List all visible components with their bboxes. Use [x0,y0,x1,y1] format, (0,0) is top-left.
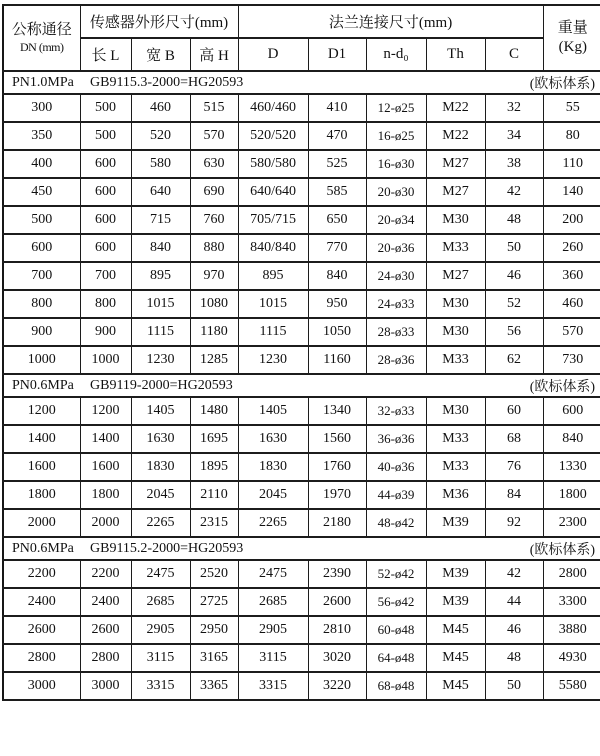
table-cell: 515 [190,94,238,122]
table-cell: 1480 [190,397,238,425]
section-pressure-rating: PN1.0MPa [12,74,74,90]
header-width-b: 宽 B [131,38,190,71]
table-cell: M36 [426,481,485,509]
section-header-cell [3,71,600,94]
table-cell: 3220 [308,672,366,700]
table-cell: 500 [80,122,131,150]
table-cell: 1050 [308,318,366,346]
table-cell: 42 [485,560,543,588]
table-cell: M33 [426,346,485,374]
table-cell: 520 [131,122,190,150]
table-cell: 895 [238,262,308,290]
section-standard-code: GB9119-2000=HG20593 [90,377,233,393]
table-body [3,71,600,700]
table-cell: 56 [485,318,543,346]
table-cell: 2400 [80,588,131,616]
table-cell: 840 [308,262,366,290]
table-cell: 2685 [131,588,190,616]
table-cell: 1800 [3,481,80,509]
table-cell: M27 [426,262,485,290]
table-cell: 600 [543,397,600,425]
table-row [3,453,600,481]
table-cell: 1600 [3,453,80,481]
table-cell: 32-ø33 [366,397,426,425]
table-row [3,178,600,206]
table-cell: 3165 [190,644,238,672]
table-cell: M45 [426,616,485,644]
table-cell: 55 [543,94,600,122]
section-pressure-rating: PN0.6MPa [12,377,74,393]
table-cell: 3315 [131,672,190,700]
section-header-row [3,71,600,94]
table-cell: 1560 [308,425,366,453]
table-cell: 2800 [543,560,600,588]
table-cell: 1340 [308,397,366,425]
table-cell: 20-ø36 [366,234,426,262]
table-cell: 1000 [3,346,80,374]
section-header-cell [3,374,600,397]
table-cell: 585 [308,178,366,206]
table-cell: 600 [80,206,131,234]
table-cell: 32 [485,94,543,122]
table-cell: 4930 [543,644,600,672]
table-cell: 500 [80,94,131,122]
table-cell: 140 [543,178,600,206]
table-row [3,560,600,588]
table-cell: 16-ø25 [366,122,426,150]
table-cell: 68 [485,425,543,453]
table-cell: 1200 [80,397,131,425]
table-cell: 52-ø42 [366,560,426,588]
table-cell: 2045 [238,481,308,509]
table-row [3,290,600,318]
table-cell: 1400 [80,425,131,453]
table-cell: 840 [543,425,600,453]
table-row [3,206,600,234]
table-cell: 84 [485,481,543,509]
table-cell: 1760 [308,453,366,481]
table-cell: 2520 [190,560,238,588]
table-cell: 42 [485,178,543,206]
table-cell: 92 [485,509,543,537]
table-cell: 2600 [3,616,80,644]
table-cell: 62 [485,346,543,374]
table-cell: 2200 [3,560,80,588]
table-cell: 2400 [3,588,80,616]
table-cell: 1630 [131,425,190,453]
table-cell: 20-ø34 [366,206,426,234]
table-cell: 1000 [80,346,131,374]
table-cell: 2315 [190,509,238,537]
table-cell: 46 [485,616,543,644]
table-cell: 48 [485,644,543,672]
header-nominal-diameter [3,5,80,71]
table-cell: 48-ø42 [366,509,426,537]
table-cell: 1200 [3,397,80,425]
table-row [3,94,600,122]
table-cell: 3020 [308,644,366,672]
table-cell: 68-ø48 [366,672,426,700]
table-row [3,318,600,346]
table-cell: 1180 [190,318,238,346]
table-cell: 1115 [238,318,308,346]
table-cell: 600 [80,234,131,262]
table-cell: 2045 [131,481,190,509]
header-nominal-diameter-cn: 公称通径 [11,22,72,39]
table-cell: 2000 [3,509,80,537]
table-cell: 24-ø33 [366,290,426,318]
header-c: C [485,38,543,71]
table-cell: 2110 [190,481,238,509]
table-cell: 48 [485,206,543,234]
table-cell: 1970 [308,481,366,509]
header-d1: D1 [308,38,366,71]
table-cell: 2000 [80,509,131,537]
table-cell: 3880 [543,616,600,644]
table-cell: M33 [426,453,485,481]
table-cell: 460 [543,290,600,318]
table-cell: 840/840 [238,234,308,262]
table-cell: 2800 [3,644,80,672]
header-row-columns [3,38,600,71]
header-n-d0: n-d₀ [366,38,426,71]
table-cell: 2950 [190,616,238,644]
table-cell: 2810 [308,616,366,644]
table-cell: 28-ø33 [366,318,426,346]
table-cell: 600 [3,234,80,262]
table-cell: 360 [543,262,600,290]
table-cell: M27 [426,178,485,206]
table-cell: 2905 [131,616,190,644]
table-cell: 2390 [308,560,366,588]
table-cell: 260 [543,234,600,262]
table-cell: M33 [426,234,485,262]
table-cell: 2265 [238,509,308,537]
table-cell: 1405 [238,397,308,425]
table-cell: 700 [80,262,131,290]
table-row [3,346,600,374]
table-cell: 80 [543,122,600,150]
table-cell: 34 [485,122,543,150]
table-cell: 1230 [238,346,308,374]
table-cell: 3000 [80,672,131,700]
table-cell: 460 [131,94,190,122]
section-header-cell [3,537,600,560]
table-row [3,425,600,453]
table-cell: M30 [426,318,485,346]
table-cell: 40-ø36 [366,453,426,481]
table-cell: 350 [3,122,80,150]
table-cell: 500 [3,206,80,234]
table-row [3,588,600,616]
table-cell: 470 [308,122,366,150]
table-cell: 570 [190,122,238,150]
section-pressure-rating: PN0.6MPa [12,540,74,556]
header-length-l: 长 L [80,38,131,71]
table-cell: 2200 [80,560,131,588]
table-cell: 2180 [308,509,366,537]
table-cell: M30 [426,206,485,234]
table-cell: 3300 [543,588,600,616]
table-cell: M39 [426,509,485,537]
table-cell: 600 [80,178,131,206]
section-standard-code: GB9115.3-2000=HG20593 [90,74,244,90]
table-cell: 705/715 [238,206,308,234]
table-cell: 1800 [543,481,600,509]
table-cell: 400 [3,150,80,178]
table-cell: 900 [3,318,80,346]
table-cell: 1830 [131,453,190,481]
table-cell: 520/520 [238,122,308,150]
table-cell: 2600 [80,616,131,644]
header-row-groups [3,5,600,38]
table-cell: 3115 [238,644,308,672]
table-cell: 44-ø39 [366,481,426,509]
table-cell: 2725 [190,588,238,616]
section-standard-code: GB9115.2-2000=HG20593 [90,540,244,556]
table-cell: 50 [485,672,543,700]
table-cell: 1400 [3,425,80,453]
table-cell: 700 [3,262,80,290]
table-row [3,262,600,290]
table-cell: 570 [543,318,600,346]
table-cell: 525 [308,150,366,178]
header-sensor-dimensions-group: 传感器外形尺寸(mm) [80,5,238,38]
table-cell: 5580 [543,672,600,700]
table-cell: 1895 [190,453,238,481]
section-header-row [3,537,600,560]
table-cell: 56-ø42 [366,588,426,616]
table-cell: 200 [543,206,600,234]
table-row [3,509,600,537]
table-cell: 60 [485,397,543,425]
table-cell: 760 [190,206,238,234]
table-cell: M39 [426,560,485,588]
section-header-content [4,73,600,93]
table-cell: 1600 [80,453,131,481]
table-cell: M30 [426,397,485,425]
table-cell: 12-ø25 [366,94,426,122]
table-cell: 20-ø30 [366,178,426,206]
section-header-content [4,376,600,396]
section-system-note: (欧标体系) [529,379,596,395]
header-weight-unit: (Kg) [558,39,587,55]
table-cell: 2905 [238,616,308,644]
header-height-h: 高 H [190,38,238,71]
table-cell: M27 [426,150,485,178]
table-cell: M22 [426,94,485,122]
table-cell: 895 [131,262,190,290]
table-cell: 3315 [238,672,308,700]
table-cell: 880 [190,234,238,262]
table-cell: 76 [485,453,543,481]
table-row [3,644,600,672]
table-cell: M39 [426,588,485,616]
table-cell: 16-ø30 [366,150,426,178]
header-flange-connection-group: 法兰连接尺寸(mm) [238,5,543,38]
table-cell: 1800 [80,481,131,509]
table-cell: 36-ø36 [366,425,426,453]
table-cell: 730 [543,346,600,374]
table-cell: 50 [485,234,543,262]
table-cell: 52 [485,290,543,318]
table-cell: 300 [3,94,80,122]
table-cell: 2475 [131,560,190,588]
section-system-note: (欧标体系) [529,542,596,558]
table-cell: 46 [485,262,543,290]
header-weight [543,5,600,71]
header-th: Th [426,38,485,71]
flange-spec-table [2,4,600,701]
table-cell: M30 [426,290,485,318]
table-cell: 3000 [3,672,80,700]
table-cell: 2300 [543,509,600,537]
table-row [3,672,600,700]
table-cell: 900 [80,318,131,346]
table-cell: 800 [80,290,131,318]
table-cell: 60-ø48 [366,616,426,644]
table-cell: 630 [190,150,238,178]
table-cell: 460/460 [238,94,308,122]
table-cell: 1015 [131,290,190,318]
table-cell: 1630 [238,425,308,453]
table-cell: 1015 [238,290,308,318]
table-cell: M45 [426,644,485,672]
table-row [3,616,600,644]
table-row [3,481,600,509]
table-cell: 24-ø30 [366,262,426,290]
table-cell: 640 [131,178,190,206]
table-cell: 840 [131,234,190,262]
table-cell: 38 [485,150,543,178]
table-cell: M45 [426,672,485,700]
table-cell: 1115 [131,318,190,346]
table-cell: M22 [426,122,485,150]
table-cell: 410 [308,94,366,122]
section-header-row [3,374,600,397]
table-cell: M33 [426,425,485,453]
header-nominal-diameter-unit: DN (mm) [20,39,64,54]
table-cell: 650 [308,206,366,234]
table-cell: 450 [3,178,80,206]
table-cell: 1330 [543,453,600,481]
table-cell: 1830 [238,453,308,481]
table-cell: 64-ø48 [366,644,426,672]
table-cell: 1405 [131,397,190,425]
table-cell: 1695 [190,425,238,453]
section-header-content [4,539,600,559]
table-cell: 110 [543,150,600,178]
table-cell: 580/580 [238,150,308,178]
table-cell: 970 [190,262,238,290]
section-system-note: (欧标体系) [529,76,596,92]
table-cell: 3365 [190,672,238,700]
table-cell: 2600 [308,588,366,616]
table-row [3,397,600,425]
table-cell: 690 [190,178,238,206]
table-cell: 44 [485,588,543,616]
table-cell: 2265 [131,509,190,537]
table-cell: 1285 [190,346,238,374]
table-row [3,234,600,262]
table-cell: 770 [308,234,366,262]
table-header [3,5,600,71]
table-cell: 1230 [131,346,190,374]
table-cell: 2475 [238,560,308,588]
table-cell: 580 [131,150,190,178]
table-cell: 950 [308,290,366,318]
table-cell: 800 [3,290,80,318]
table-cell: 28-ø36 [366,346,426,374]
table-cell: 2800 [80,644,131,672]
table-cell: 2685 [238,588,308,616]
table-cell: 1160 [308,346,366,374]
table-row [3,122,600,150]
table-cell: 640/640 [238,178,308,206]
header-d: D [238,38,308,71]
header-weight-cn: 重量 [557,20,588,37]
table-cell: 3115 [131,644,190,672]
table-cell: 1080 [190,290,238,318]
table-cell: 715 [131,206,190,234]
table-cell: 600 [80,150,131,178]
table-row [3,150,600,178]
